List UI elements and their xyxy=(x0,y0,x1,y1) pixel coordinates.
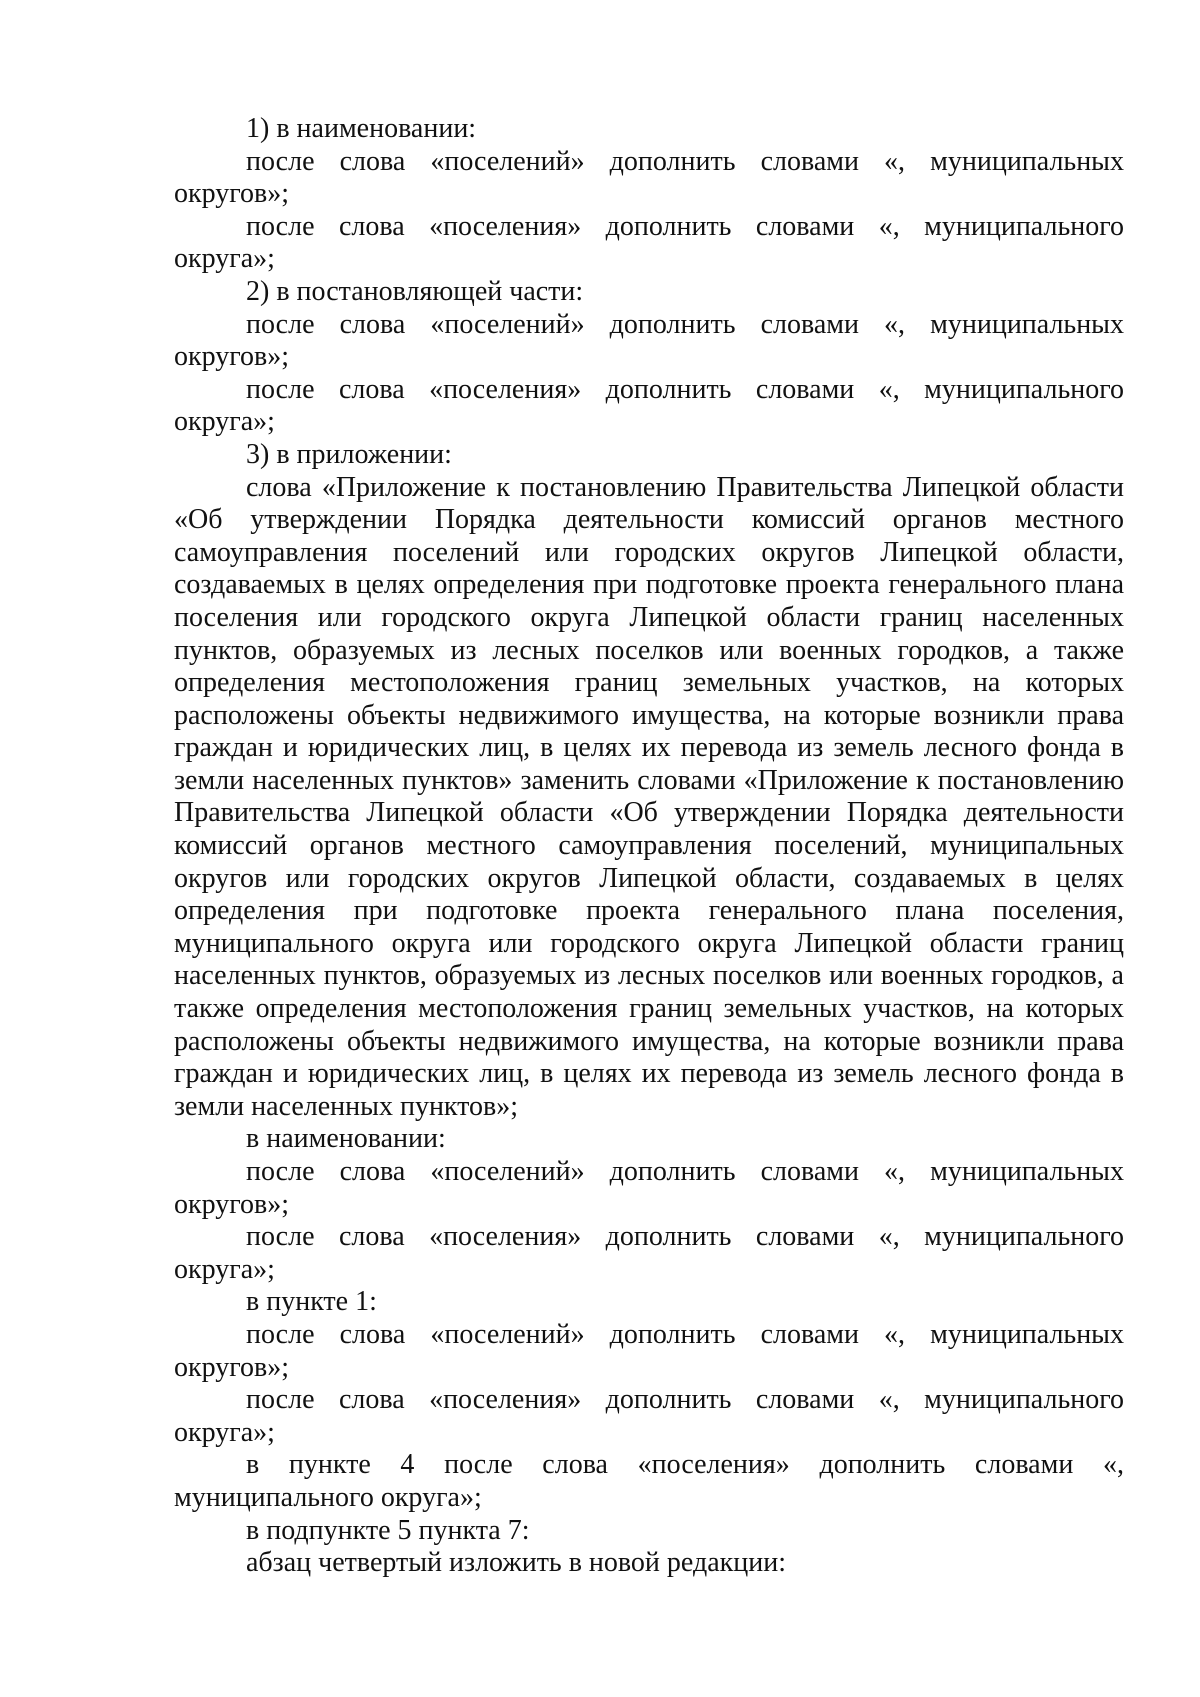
paragraph-subheading: в пункте 1: xyxy=(246,1286,377,1318)
paragraph-subheading: в наименовании: xyxy=(246,1123,446,1155)
document-body xyxy=(174,113,1124,1580)
paragraph-amendment: после слова «поселений» дополнить словами «, муниципальных округов»; xyxy=(174,1156,1124,1220)
paragraph-title-replacement: слова «Приложение к постановлению Правительства Липецкой области «Об утверждении Порядка деятельности комиссий органов местного самоуправления поселений или городских округов Липецкой области, создаваемых в целях определения при подготовке проекта генерального плана поселения или городского округа Липецкой области границ населенных пунктов, образуемых из лесных поселков или военных городков, а также определения местоположения границ земельных участков, на которых расположены объекты недвижимого имущества, на которые возникли права граждан и юридических лиц, в целях их перевода из земель лесного фонда в земли населенных пунктов» заменить словами «Приложение к постановлению Правительства Липецкой области «Об утверждении Порядка деятельности комиссий органов местного самоуправления поселений, муниципальных округов или городских округов Липецкой области, создаваемых в целях определения при подготовке проекта генерального плана поселения, муниципального округа или городского округа Липецкой области границ населенных пунктов, образуемых из лесных поселков или военных городков, а также определения местоположения границ земельных участков, на которых расположены объекты недвижимого имущества, на которые возникли права граждан и юридических лиц, в целях их перевода из земель лесного фонда в земли населенных пунктов»; xyxy=(174,471,1124,1122)
paragraph-amendment: после слова «поселения» дополнить словами «, муниципального округа»; xyxy=(174,1384,1124,1448)
paragraph-item-2-heading: 2) в постановляющей части: xyxy=(246,275,584,307)
paragraph-item-3-heading: 3) в приложении: xyxy=(246,438,452,470)
paragraph-amendment: после слова «поселения» дополнить словами «, муниципального округа»; xyxy=(174,373,1124,438)
paragraph-amendment: абзац четвертый изложить в новой редакции: xyxy=(246,1547,786,1579)
paragraph-subheading: в подпункте 5 пункта 7: xyxy=(246,1514,530,1546)
paragraph-amendment: после слова «поселения» дополнить словами «, муниципального округа»; xyxy=(174,1221,1124,1285)
paragraph-amendment: после слова «поселений» дополнить словами «, муниципальных округов»; xyxy=(174,308,1124,373)
paragraph-amendment: после слова «поселений» дополнить словами «, муниципальных округов»; xyxy=(174,145,1124,210)
paragraph-item-1-heading: 1) в наименовании: xyxy=(246,113,477,144)
paragraph-amendment: после слова «поселения» дополнить словами «, муниципального округа»; xyxy=(174,210,1124,275)
paragraph-amendment: в пункте 4 после слова «поселения» дополнить словами «, муниципального округа»; xyxy=(174,1449,1124,1513)
paragraph-amendment: после слова «поселений» дополнить словами «, муниципальных округов»; xyxy=(174,1318,1124,1383)
